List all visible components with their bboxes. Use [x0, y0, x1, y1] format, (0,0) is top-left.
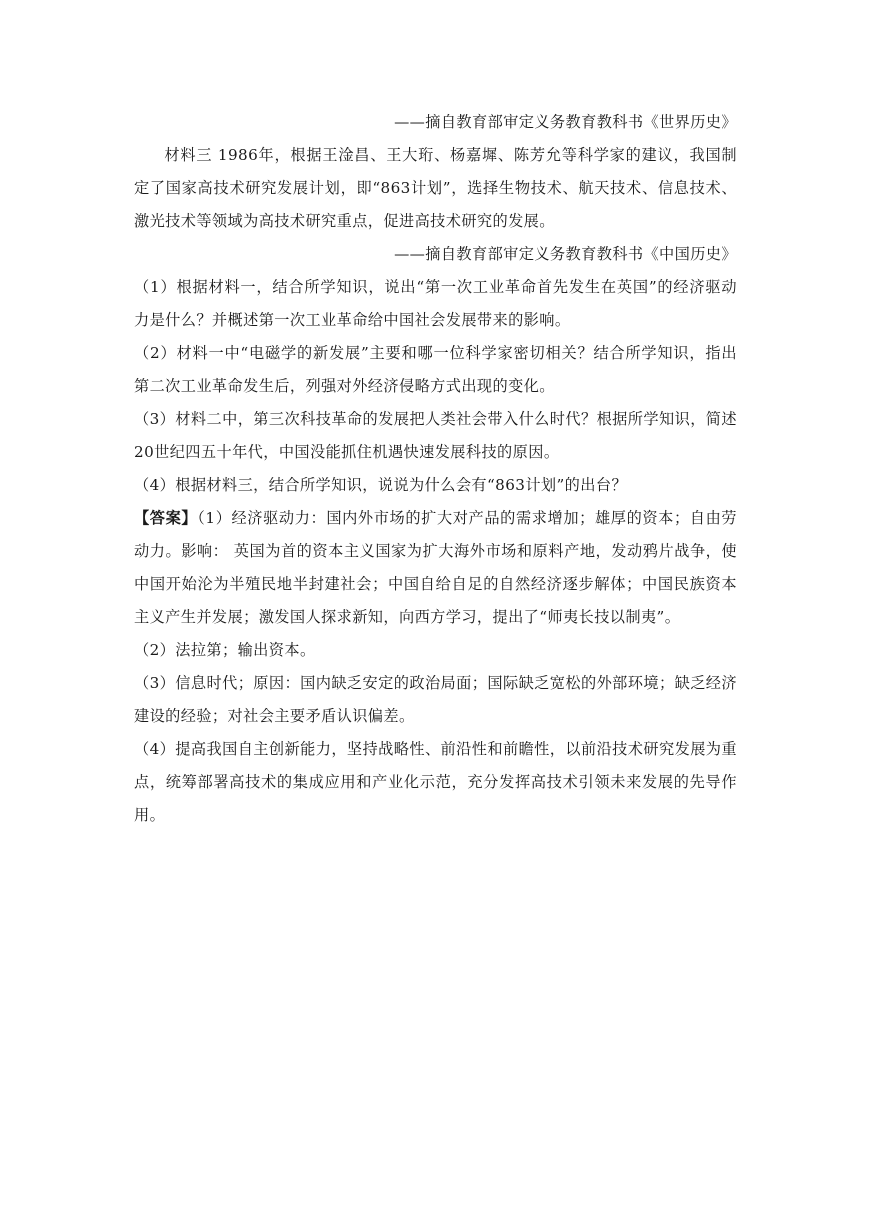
answer-4: （4）提高我国自主创新能力，坚持战略性、前沿性和前瞻性，以前沿技术研究发展为重点，统筹部署高技术的集成应用和产业化示范，充分发挥高技术引领未来发展的先导作用。: [134, 740, 737, 824]
answer-1: （1）经济驱动力：国内外市场的扩大对产品的需求增加；雄厚的资本；自由劳动力。影响： 英国为首的资本主义国家为扩大海外市场和原料产地，发动鸦片战争，使中国开始沦为半殖民地半封建社会；中国自给自足的自然经济逐步解体；中国民族资本主义产生并发展；激发国人探求新知，向西方学习，提出了“师夷长技以制夷”。: [134, 509, 737, 626]
answer-3: （3）信息时代；原因：国内缺乏安定的政治局面；国际缺乏宽松的外部环境；缺乏经济建设的经验；对社会主要矛盾认识偏差。: [134, 674, 737, 725]
source-citation-world-history: ——摘自教育部审定义务教育教科书《世界历史》: [394, 113, 737, 131]
question-4: （4）根据材料三，结合所学知识，说说为什么会有“863计划”的出台？: [134, 476, 628, 494]
question-2: （2）材料一中“电磁学的新发展”主要和哪一位科学家密切相关？结合所学知识，指出第二次工业革命发生后，列强对外经济侵略方式出现的变化。: [134, 344, 737, 395]
document-content: [134, 106, 737, 832]
answer-label: 【答案】: [134, 509, 198, 527]
question-3: （3）材料二中，第三次科技革命的发展把人类社会带入什么时代？根据所学知识，简述20世纪四五十年代，中国没能抓住机遇快速发展科技的原因。: [134, 410, 737, 461]
source-citation-china-history: ——摘自教育部审定义务教育教科书《中国历史》: [394, 245, 737, 263]
material-three-paragraph: 材料三 1986年，根据王淦昌、王大珩、杨嘉墀、陈芳允等科学家的建议，我国制定了国家高技术研究发展计划，即“863计划”，选择生物技术、航天技术、信息技术、激光技术等领域为高技术研究重点，促进高技术研究的发展。: [134, 146, 737, 230]
answer-2: （2）法拉第；输出资本。: [134, 641, 316, 659]
question-1: （1）根据材料一，结合所学知识，说出“第一次工业革命首先发生在英国”的经济驱动力是什么？并概述第一次工业革命给中国社会发展带来的影响。: [134, 278, 737, 329]
answer-1-paragraph: [134, 502, 737, 634]
